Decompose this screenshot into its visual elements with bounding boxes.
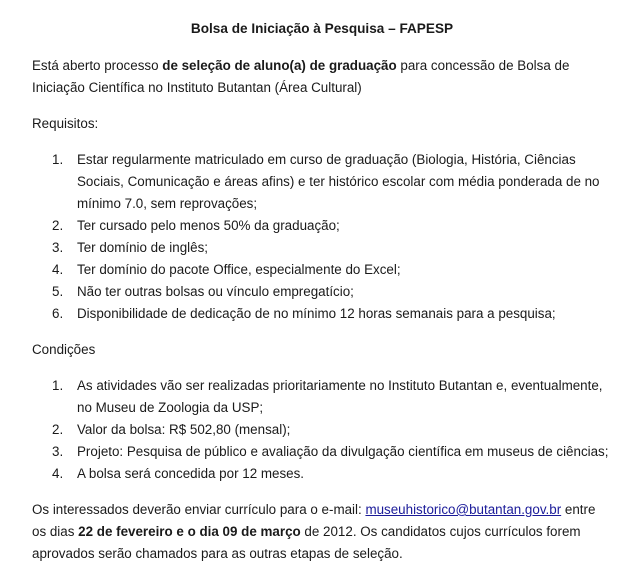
list-item-text: A bolsa será concedida por 12 meses. bbox=[77, 466, 305, 481]
list-item bbox=[32, 149, 612, 215]
document-page bbox=[32, 18, 612, 565]
requirements-heading: Requisitos: bbox=[32, 116, 99, 131]
list-item-number: 1. bbox=[52, 378, 64, 393]
list-item bbox=[32, 215, 612, 237]
list-item-number: 1. bbox=[52, 152, 64, 167]
document-title: Bolsa de Iniciação à Pesquisa – FAPESP bbox=[190, 21, 454, 36]
list-item-text: Ter domínio de inglês; bbox=[77, 240, 209, 255]
requirements-list bbox=[32, 149, 612, 325]
intro-paragraph bbox=[32, 55, 612, 99]
list-item-text: Estar regularmente matriculado em curso de graduação (Biologia, História, Ciências Sociais, Comunicação e áreas afins) e ter histórico escolar com média ponderada de no mínimo 7.0, sem reprovações; bbox=[77, 152, 600, 211]
list-item-number: 2. bbox=[52, 218, 64, 233]
list-item-number: 4. bbox=[52, 262, 64, 277]
conditions-list bbox=[32, 375, 612, 485]
list-item-number: 5. bbox=[52, 284, 64, 299]
closing-text-mid: entre os dias bbox=[32, 502, 596, 539]
list-item-number: 3. bbox=[52, 444, 64, 459]
list-item-number: 4. bbox=[52, 466, 64, 481]
closing-text-post: de 2012. Os candidatos cujos currículos forem aprovados serão chamados para as outras etapas de seleção. bbox=[32, 524, 581, 561]
closing-text-pre: Os interessados deverão enviar currículo para o e-mail: bbox=[32, 502, 366, 517]
list-item-number: 2. bbox=[52, 422, 64, 437]
list-item bbox=[32, 419, 612, 441]
intro-text-bold: de seleção de aluno(a) de graduação bbox=[162, 58, 397, 73]
closing-dates: 22 de fevereiro e o dia 09 de março bbox=[78, 524, 301, 539]
list-item-text: Não ter outras bolsas ou vínculo empregatício; bbox=[77, 284, 354, 299]
list-item-text: Valor da bolsa: R$ 502,80 (mensal); bbox=[77, 422, 291, 437]
list-item bbox=[32, 375, 612, 419]
list-item bbox=[32, 259, 612, 281]
intro-text-post: para concessão de Bolsa de Iniciação Científica no Instituto Butantan (Área Cultural) bbox=[32, 58, 570, 95]
list-item bbox=[32, 463, 612, 485]
list-item bbox=[32, 237, 612, 259]
list-item-number: 6. bbox=[52, 306, 64, 321]
list-item-number: 3. bbox=[52, 240, 64, 255]
list-item bbox=[32, 303, 612, 325]
list-item bbox=[32, 281, 612, 303]
email-link[interactable]: museuhistorico@butantan.gov.br bbox=[365, 502, 562, 517]
list-item bbox=[32, 441, 612, 463]
list-item-text: Ter domínio do pacote Office, especialmente do Excel; bbox=[77, 262, 401, 277]
list-item-text: As atividades vão ser realizadas prioritariamente no Instituto Butantan e, eventualmente, no Museu de Zoologia da USP; bbox=[77, 378, 603, 415]
closing-paragraph bbox=[32, 499, 612, 565]
list-item-text: Projeto: Pesquisa de público e avaliação da divulgação científica em museus de ciências; bbox=[77, 444, 609, 459]
intro-text-pre: Está aberto processo bbox=[32, 58, 163, 73]
list-item-text: Disponibilidade de dedicação de no mínimo 12 horas semanais para a pesquisa; bbox=[77, 306, 556, 321]
conditions-heading: Condições bbox=[32, 342, 96, 357]
list-item-text: Ter cursado pelo menos 50% da graduação; bbox=[77, 218, 340, 233]
